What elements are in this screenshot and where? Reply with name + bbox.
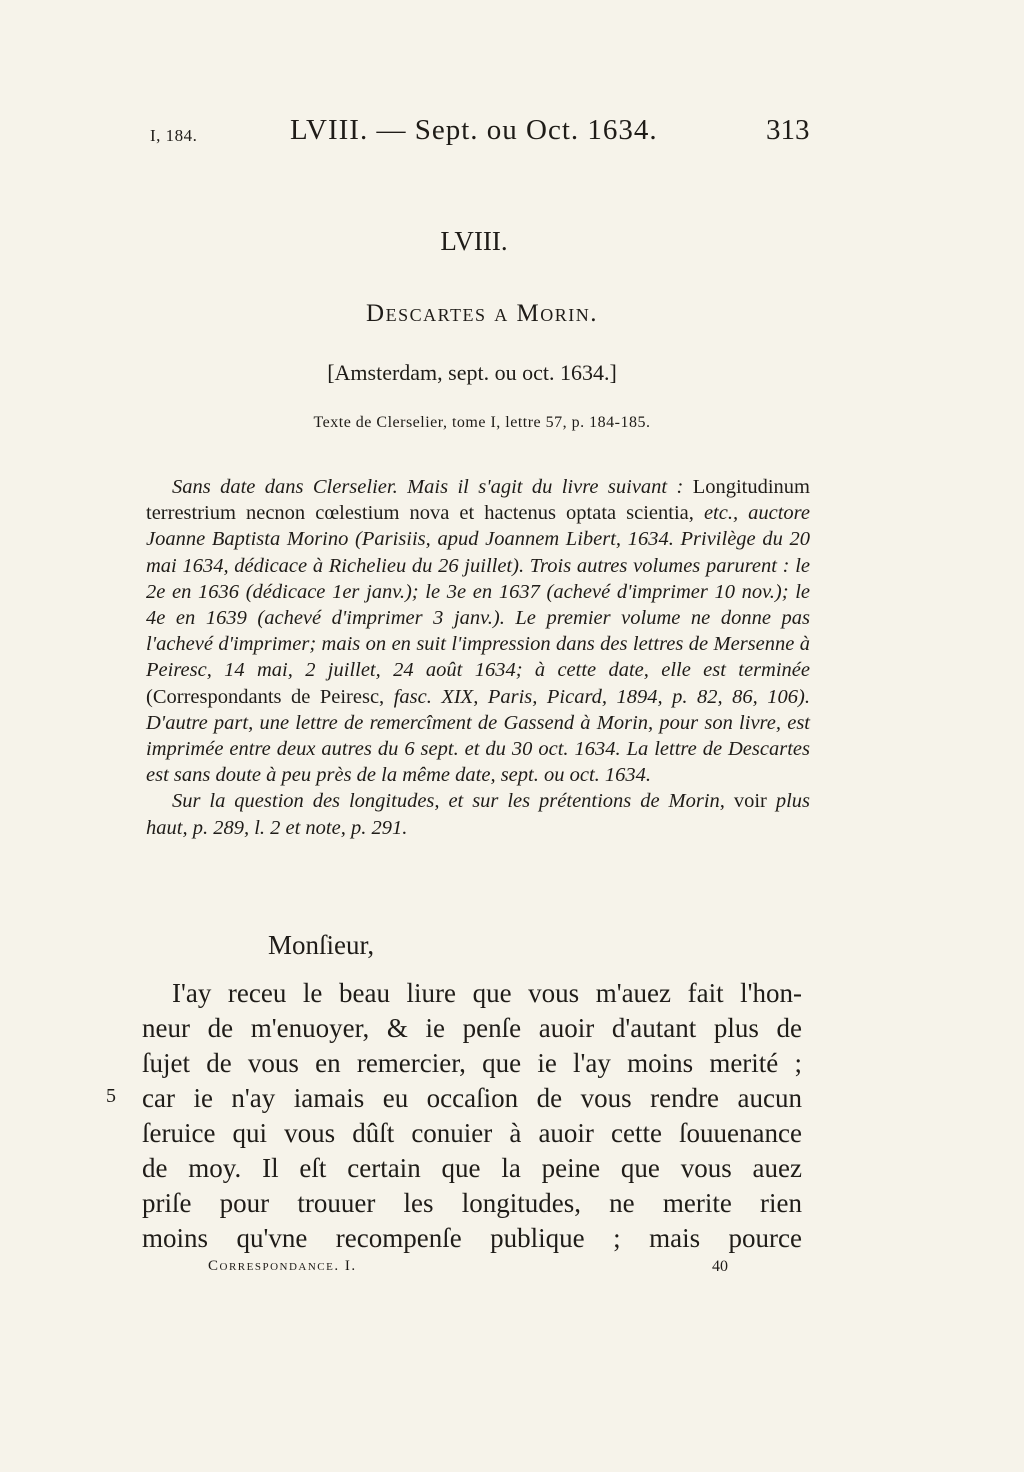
body-line: priſe pour trouuer les longitudes, ne merite rien [142,1188,802,1218]
body-line: car ie n'ay iamais eu occaſion de vous rendre aucun [142,1083,802,1113]
note-book-title: Longitudinum terrestrium necnon cœlestium nova et hactenus optata scientia, [146,476,810,525]
note-text: plus haut, p. 289, l. 2 et note, p. 291. [146,790,810,839]
body-line: I'ay receu le beau liure que vous m'auez fait l'hon- [172,978,802,1008]
note-paragraph [146,788,810,840]
header-reference: I, 184. [150,126,198,145]
note-citation: (Correspondants de Peiresc, [146,685,394,708]
letter-body [142,976,802,1256]
salutation: Monſieur, [268,930,375,960]
note-text: Sans date dans Clerselier. Mais il s'agit du livre suivant : [172,476,693,498]
body-line: neur de m'enuoyer, & ie penſe auoir d'autant plus de [142,1013,802,1043]
sheet-number: 40 [712,1258,728,1275]
editorial-note [146,474,810,841]
line-number: 5 [106,1085,116,1107]
note-text: voir [733,790,776,813]
letter-number: LVIII. [440,226,508,256]
letter-place-date: [Amsterdam, sept. ou oct. 1634.] [327,360,617,385]
note-text: fasc. XIX, Paris, Picard, 1894, p. 82, 86, 106). D'autre part, une lettre de remercîment de Gassend à Morin, pour son livre, est imprimée entre deux autres du 6 sept. et du 30 oct. 1634. La lettre de Descartes est sans doute à peu près de la même date, sept. ou oct. 1634. [146,685,810,787]
running-header: LVIII. — Sept. ou Oct. 1634. [290,114,658,146]
note-text: Sur la question des longitudes, et sur les prétentions de Morin, [172,790,734,813]
note-text: etc., auctore Joanne Baptista Morino (Parisiis, apud Joannem Libert, 1634. Privilège du 20 mai 1634, dédicace à Richelieu du 26 juillet). Trois autres volumes parurent : le 2e en 1636 (dédicace 1er janv.); le 3e en 1637 (achevé d'imprimer 10 nov.); le 4e en 1639 (achevé d'imprimer 3 janv.). Le premier volume ne donne pas l'achevé d'imprimer; mais on en suit l'impression dans des lettres de Mersenne à Peiresc, 14 mai, 2 juillet, 24 août 1634; à cette date, elle est terminée [146,502,810,682]
page-number: 313 [766,114,810,146]
body-line: de moy. Il eſt certain que la peine que vous auez [142,1153,802,1183]
body-line: ſujet de vous en remercier, que ie l'ay moins merité ; [142,1048,802,1078]
letter-source: Texte de Clerselier, tome I, lettre 57, p. 184-185. [313,414,651,431]
body-line: moins qu'vne recompenſe publique ; mais pource [142,1223,802,1253]
letter-dedication: Descartes a Morin. [366,300,598,327]
signature-mark: Correspondance. I. [208,1258,357,1274]
body-line: ſeruice qui vous dûſt conuier à auoir cette ſouuenance [142,1118,802,1148]
note-paragraph [146,474,810,788]
